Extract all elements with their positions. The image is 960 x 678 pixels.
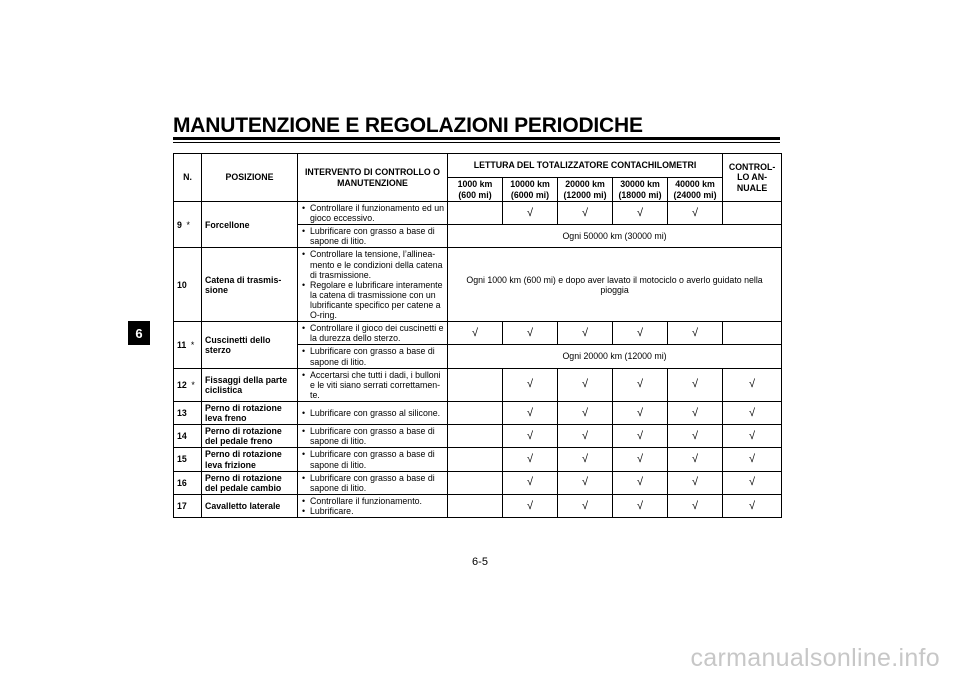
check-cell: √	[723, 401, 782, 424]
table-row	[174, 425, 782, 448]
header-annual-line: CONTROL-	[728, 162, 776, 173]
dealer-service-mark: *	[190, 339, 195, 350]
header-interval	[503, 178, 558, 202]
action-item: • Lubrificare con grasso a base di sapone di litio.	[301, 449, 444, 469]
check-cell: √	[558, 448, 613, 471]
check-cell: √	[613, 401, 668, 424]
check-cell: √	[723, 368, 782, 401]
action-item: • Controllare il funzionamento ed un gioco eccessivo.	[301, 203, 444, 223]
row-action	[298, 471, 448, 494]
action-item: • Lubrificare con grasso al silicone.	[301, 408, 444, 418]
check-cell: √	[668, 202, 723, 225]
table-row	[174, 494, 782, 517]
check-cell: √	[613, 448, 668, 471]
table-row	[174, 448, 782, 471]
action-item: • Controllare il funzionamento.	[301, 496, 444, 506]
row-action	[298, 248, 448, 322]
check-cell	[448, 202, 503, 225]
check-cell: √	[503, 202, 558, 225]
row-action	[298, 322, 448, 345]
row-number-cell	[174, 401, 202, 424]
row-number-cell	[174, 425, 202, 448]
check-cell: √	[723, 494, 782, 517]
check-cell: √	[668, 471, 723, 494]
action-item: • Controllare la tensione, l’allinea-mento e le condizioni della catena di trasmissione.	[301, 249, 444, 279]
row-number-cell	[174, 448, 202, 471]
title-rule-thick	[173, 137, 780, 140]
table-row	[174, 248, 782, 322]
action-list	[301, 346, 444, 366]
check-cell: √	[668, 494, 723, 517]
header-interval-line: 30000 km	[620, 179, 660, 190]
row-number-cell	[174, 248, 202, 322]
row-action	[298, 401, 448, 424]
row-number: 15	[177, 454, 187, 465]
check-cell: √	[613, 322, 668, 345]
check-cell: √	[448, 322, 503, 345]
watermark: carmanualsonline.info	[690, 644, 940, 672]
row-position: Cuscinetti dello sterzo	[202, 322, 298, 368]
check-cell: √	[613, 471, 668, 494]
header-num: N.	[174, 154, 202, 202]
table-row	[174, 322, 782, 345]
row-number-cell	[174, 368, 202, 401]
check-cell	[448, 471, 503, 494]
check-cell: √	[723, 425, 782, 448]
header-row-1	[174, 154, 782, 178]
interval-span-text: Ogni 50000 km (30000 mi)	[448, 225, 782, 248]
header-interval-line: (18000 mi)	[618, 189, 662, 200]
row-number-cell	[174, 322, 202, 368]
row-number: 11	[177, 339, 187, 350]
check-cell: √	[613, 425, 668, 448]
action-item: • Lubrificare con grasso a base di sapone di litio.	[301, 346, 444, 366]
row-position: Forcellone	[202, 202, 298, 248]
row-action	[298, 202, 448, 225]
check-cell: √	[668, 448, 723, 471]
header-position: POSIZIONE	[202, 154, 298, 202]
header-interval-line: 1000 km	[457, 179, 493, 190]
header-odometer: LETTURA DEL TOTALIZZATORE CONTACHILOMETRI	[448, 154, 723, 178]
header-interval-line: 20000 km	[565, 179, 605, 190]
check-cell	[723, 322, 782, 345]
check-cell	[448, 401, 503, 424]
header-interval-line: (6000 mi)	[510, 189, 550, 200]
action-item: • Controllare il gioco dei cuscinetti e la durezza dello sterzo.	[301, 323, 444, 343]
dealer-service-mark: *	[186, 219, 190, 230]
check-cell	[723, 202, 782, 225]
check-cell: √	[503, 494, 558, 517]
row-position: Perno di rotazione del pedale cambio	[202, 471, 298, 494]
check-cell: √	[558, 322, 613, 345]
header-action: INTERVENTO DI CONTROLLO O MANUTENZIONE	[298, 154, 448, 202]
action-list	[301, 473, 444, 493]
action-list	[301, 426, 444, 446]
row-action	[298, 368, 448, 401]
interval-span-text: Ogni 20000 km (12000 mi)	[448, 345, 782, 368]
header-interval-line: (24000 mi)	[673, 189, 717, 200]
row-number-cell	[174, 202, 202, 248]
row-number: 17	[177, 500, 187, 511]
check-cell: √	[668, 322, 723, 345]
action-item: • Regolare e lubrificare interamente la catena di trasmissione con un lubrificante specifico per catene a O-ring.	[301, 280, 444, 320]
action-item: • Lubrificare.	[301, 506, 444, 516]
row-position: Perno di rotazione leva frizione	[202, 448, 298, 471]
table-row	[174, 202, 782, 225]
maintenance-table	[173, 153, 782, 518]
row-number-cell	[174, 494, 202, 517]
header-annual-line: NUALE	[736, 182, 768, 193]
action-list	[301, 370, 444, 400]
header-interval	[448, 178, 503, 202]
check-cell	[448, 368, 503, 401]
check-cell: √	[723, 471, 782, 494]
table-body	[174, 202, 782, 518]
chapter-tab: 6	[128, 321, 150, 345]
row-number-cell	[174, 471, 202, 494]
check-cell: √	[668, 425, 723, 448]
row-number: 10	[177, 279, 187, 290]
row-action	[298, 225, 448, 248]
check-cell: √	[613, 368, 668, 401]
check-cell: √	[558, 368, 613, 401]
check-cell: √	[558, 202, 613, 225]
check-cell	[448, 494, 503, 517]
row-number: 13	[177, 408, 187, 419]
header-interval-line: 40000 km	[675, 179, 715, 190]
row-number: 16	[177, 477, 187, 488]
action-list	[301, 203, 444, 223]
check-cell: √	[613, 202, 668, 225]
page-number: 6-5	[472, 556, 488, 568]
action-item: • Lubrificare con grasso a base di sapone di litio.	[301, 226, 444, 246]
header-interval	[668, 178, 723, 202]
dealer-service-mark: *	[191, 379, 195, 390]
header-interval-line: (12000 mi)	[563, 189, 607, 200]
action-list	[301, 496, 444, 516]
action-item: • Accertarsi che tutti i dadi, i bulloni e le viti siano serrati correttamen-te.	[301, 370, 444, 400]
table-row	[174, 471, 782, 494]
table-row	[174, 368, 782, 401]
row-position: Catena di trasmis-sione	[202, 248, 298, 322]
check-cell: √	[558, 425, 613, 448]
header-annual-line: LO AN-	[737, 172, 768, 183]
check-cell	[448, 425, 503, 448]
check-cell: √	[668, 401, 723, 424]
action-item: • Lubrificare con grasso a base di sapone di litio.	[301, 426, 444, 446]
check-cell: √	[558, 401, 613, 424]
row-position: Perno di rotazione del pedale freno	[202, 425, 298, 448]
check-cell: √	[613, 494, 668, 517]
check-cell: √	[558, 494, 613, 517]
check-cell: √	[558, 471, 613, 494]
table-row	[174, 401, 782, 424]
row-position: Cavalletto laterale	[202, 494, 298, 517]
action-list	[301, 449, 444, 469]
page-title: MANUTENZIONE E REGOLAZIONI PERIODICHE	[173, 114, 643, 137]
header-annual	[723, 154, 782, 202]
check-cell: √	[503, 448, 558, 471]
action-item: • Lubrificare con grasso a base di sapone di litio.	[301, 473, 444, 493]
check-cell: √	[503, 322, 558, 345]
check-cell: √	[668, 368, 723, 401]
row-number: 14	[177, 431, 187, 442]
header-interval-line: (600 mi)	[458, 189, 492, 200]
row-action	[298, 448, 448, 471]
action-list	[301, 408, 444, 418]
action-list	[301, 226, 444, 246]
check-cell: √	[503, 471, 558, 494]
action-list	[301, 323, 444, 343]
row-position: Perno di rotazione leva freno	[202, 401, 298, 424]
header-interval-line: 10000 km	[510, 179, 550, 190]
row-position: Fissaggi della parte ciclistica	[202, 368, 298, 401]
title-rule-thin	[173, 142, 780, 143]
action-list	[301, 249, 444, 320]
row-action	[298, 494, 448, 517]
check-cell	[448, 448, 503, 471]
header-interval	[613, 178, 668, 202]
check-cell: √	[503, 401, 558, 424]
row-action	[298, 425, 448, 448]
row-action	[298, 345, 448, 368]
interval-span-text: Ogni 1000 km (600 mi) e dopo aver lavato il motociclo o averlo guidato nella pioggia	[448, 248, 782, 322]
row-number: 12	[177, 379, 187, 390]
header-interval	[558, 178, 613, 202]
row-number: 9	[177, 219, 182, 230]
check-cell: √	[503, 425, 558, 448]
check-cell: √	[723, 448, 782, 471]
check-cell: √	[503, 368, 558, 401]
